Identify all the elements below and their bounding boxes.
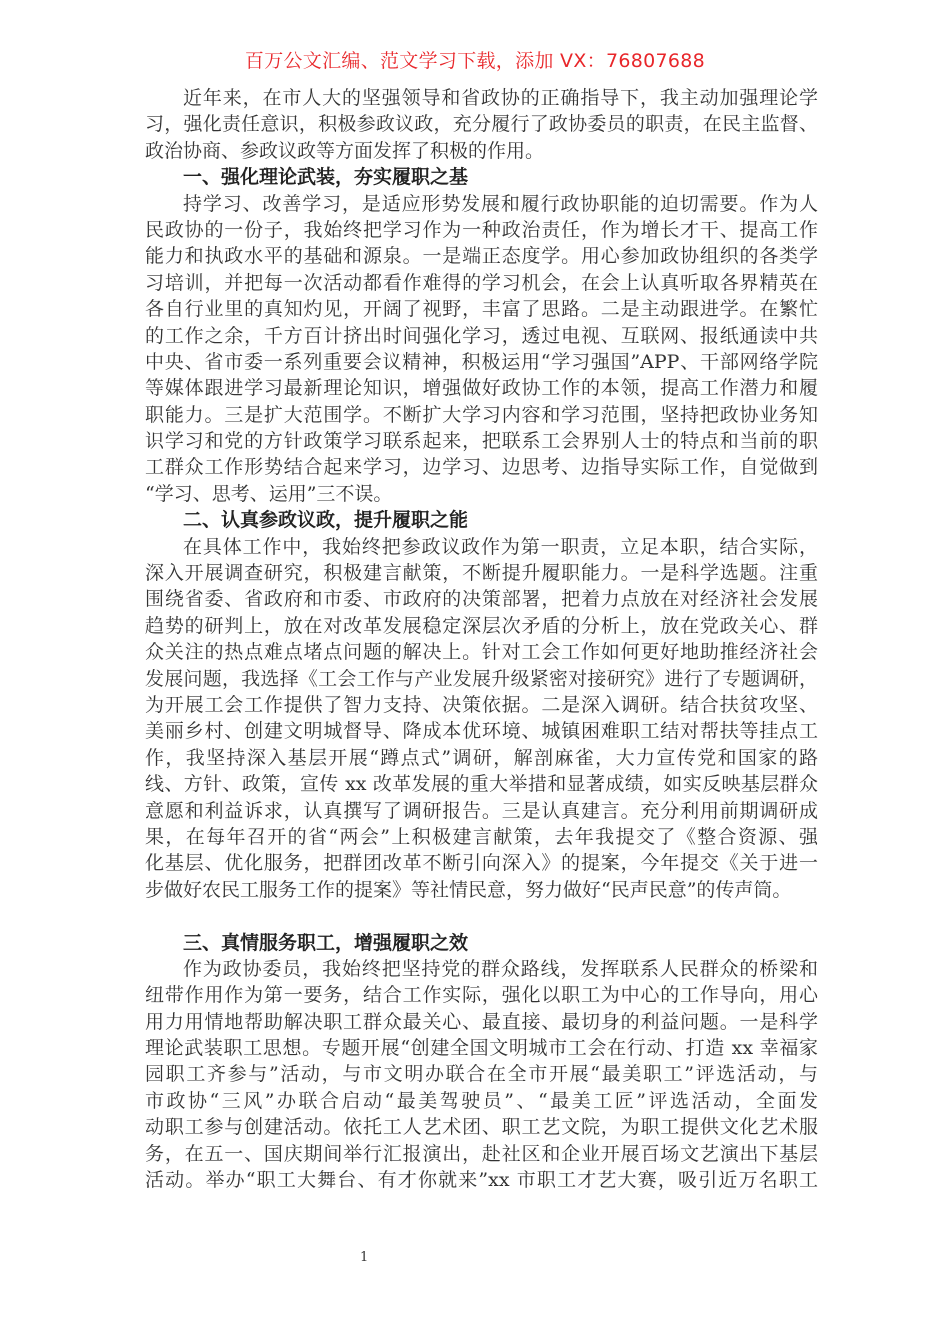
text-line: 作为政协委员，我始终把坚持党的群众路线，发挥联系人民群众的桥梁和: [183, 957, 818, 980]
text-line: 化基层、优化服务，把群团改革不断引向深入》的提案，今年提交《关于进一: [145, 852, 818, 875]
text-line: 为开展工会工作提供了智力支持、决策依据。二是深入调研。结合扶贫攻坚、: [145, 693, 818, 716]
text-line: 纽带作用作为第一要务，结合工作实际，强化以职工为中心的工作导向，用心: [145, 984, 818, 1007]
text-line: 能力和执政水平的基础和源泉。一是端正态度学。用心参加政协组织的各类学: [145, 245, 818, 268]
heading-text: 一、强化理论武装，夯实履职之基: [183, 166, 469, 189]
text-line: 围绕省委、省政府和市委、市政府的决策部署，把着力点放在对经济社会发展: [145, 588, 818, 611]
paragraph: [145, 956, 818, 1194]
text-line: 政治协商、参政议政等方面发挥了积极的作用。: [145, 139, 545, 162]
text-line: 各自行业里的真知灼见，开阔了视野，丰富了思路。二是主动跟进学。在繁忙: [145, 298, 818, 321]
text-line: 用力用情地帮助解决职工群众最关心、最直接、最切身的利益问题。一是科学: [145, 1010, 818, 1033]
text-line: 发展问题，我选择《工会工作与产业发展升级紧密对接研究》进行了专题调研，: [145, 667, 818, 690]
text-line: 理论武装职工思想。专题开展“创建全国文明城市工会在行动、打造 xx 幸福家: [145, 1037, 818, 1060]
text-line: 市政协“三风”办联合启动“最美驾驶员”、“最美工匠”评选活动，全面发: [145, 1089, 818, 1112]
text-line: 识学习和党的方针政策学习联系起来，把联系工会界别人士的特点和当前的职: [145, 430, 818, 453]
paragraph: [145, 534, 818, 903]
watermark-banner: 百万公文汇编、范文学习下载，添加 VX：76807688: [244, 50, 706, 72]
text-line: 趋势的研判上，放在对改革发展稳定深层次矛盾的分析上，放在党政关心、群: [145, 614, 818, 637]
text-line: 园职工齐参与”活动，与市文明办联合在全市开展“最美职工”评选活动，与: [145, 1063, 818, 1086]
text-line: 职能力。三是扩大范围学。不断扩大学习内容和学习范围，坚持把政协业务知: [145, 403, 818, 426]
text-line: “学习、思考、运用”三不误。: [145, 482, 393, 505]
section-heading: [145, 507, 818, 533]
blank-line: [145, 903, 818, 929]
text-line: 习培训，并把每一次活动都看作难得的学习机会，在会上认真听取各界精英在: [145, 271, 818, 294]
text-line: 近年来，在市人大的坚强领导和省政协的正确指导下，我主动加强理论学: [183, 87, 818, 109]
text-line: 线、方针、政策，宣传 xx 改革发展的重大举措和显著成绩，如实反映基层群众: [145, 773, 818, 796]
text-line: 美丽乡村、创建文明城督导、降成本优环境、城镇困难职工结对帮扶等挂点工: [145, 720, 818, 743]
paragraph: [145, 191, 818, 508]
text-line: 深入开展调查研究，积极建言献策，不断提升履职能力。一是科学选题。注重: [145, 562, 818, 585]
text-line: 众关注的热点难点堵点问题的解决上。针对工会工作如何更好地助推经济社会: [145, 641, 818, 664]
text-line: 民政协的一份子，我始终把学习作为一种政治责任，作为增长才干、提高工作: [145, 218, 818, 241]
text-line: 动职工参与创建活动。依托工人艺术团、职工艺文院，为职工提供文化艺术服: [145, 1116, 818, 1139]
section-heading: [145, 930, 818, 956]
text-line: 步做好农民工服务工作的提案》等社情民意，努力做好“民声民意”的传声筒。: [145, 878, 792, 901]
text-line: 习，强化责任意识，积极参政议政，充分履行了政协委员的职责，在民主监督、: [145, 113, 818, 136]
text-line: 等媒体跟进学习最新理论知识，增强做好政协工作的本领，提高工作潜力和履: [145, 377, 818, 400]
document-body: [145, 85, 818, 1193]
text-line: 工群众工作形势结合起来学习，边学习、边思考、边指导实际工作，自觉做到: [145, 456, 818, 479]
text-line: 的工作之余，千方百计挤出时间强化学习，透过电视、互联网、报纸通读中共: [145, 324, 818, 347]
heading-text: 三、真情服务职工，增强履职之效: [183, 931, 469, 954]
text-line: 作，我坚持深入基层开展“蹲点式”调研，解剖麻雀，大力宣传党和国家的路: [145, 746, 818, 769]
text-line: 果，在每年召开的省“两会”上积极建言献策，去年我提交了《整合资源、强: [145, 825, 818, 848]
text-line: 持学习、改善学习，是适应形势发展和履行政协职能的迫切需要。作为人: [183, 192, 818, 215]
text-line: 中央、省市委一系列重要会议精神，积极运用“学习强国”APP、干部网络学院: [145, 350, 818, 373]
heading-text: 二、认真参政议政，提升履职之能: [183, 509, 469, 532]
text-line: 活动。举办“职工大舞台、有才你就来”xx 市职工才艺大赛，吸引近万名职工: [145, 1169, 818, 1192]
text-line: 在具体工作中，我始终把参政议政作为第一职责，立足本职，结合实际，: [183, 535, 818, 558]
text-line: 意愿和利益诉求，认真撰写了调研报告。三是认真建言。充分利用前期调研成: [145, 799, 818, 822]
paragraph: [145, 85, 818, 164]
text-line: 务，在五一、国庆期间举行汇报演出，赴社区和企业开展百场文艺演出下基层: [145, 1142, 818, 1165]
section-heading: [145, 164, 818, 190]
page-number: 1: [360, 1250, 369, 1265]
